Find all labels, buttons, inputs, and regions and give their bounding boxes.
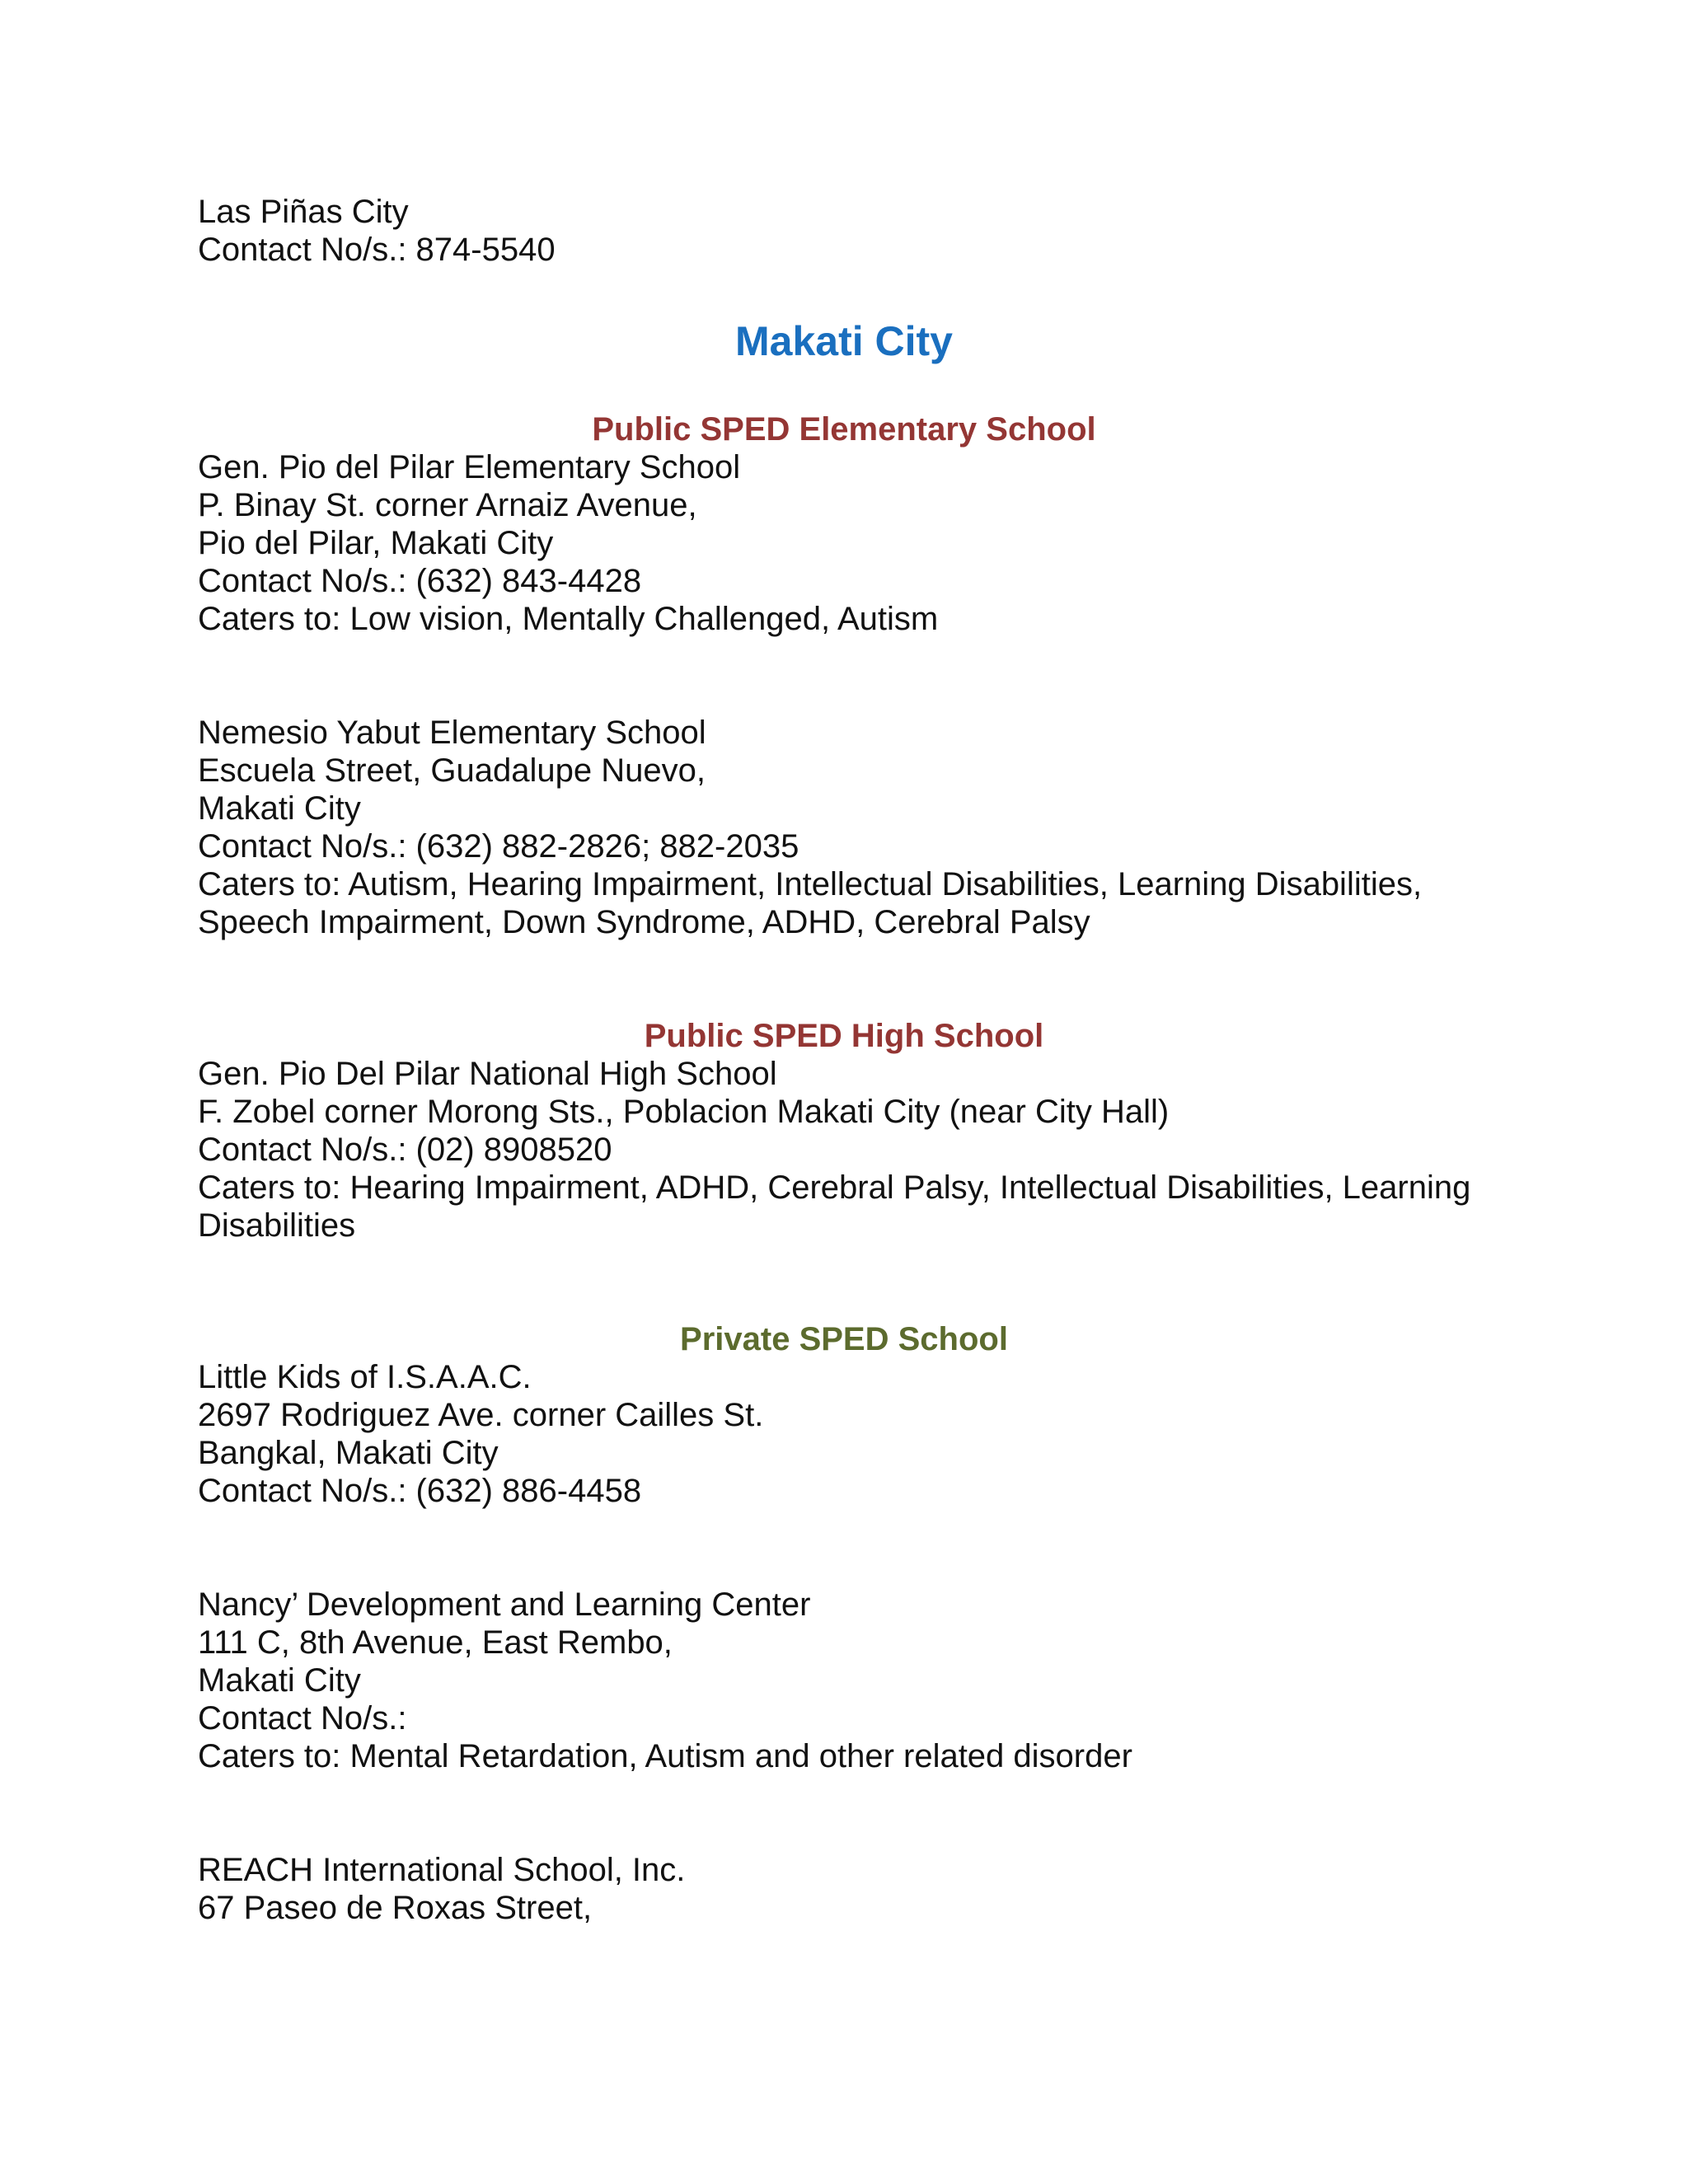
school-address-line: 2697 Rodriguez Ave. corner Cailles St.: [198, 1397, 764, 1433]
school-name: Little Kids of I.S.A.A.C.: [198, 1359, 532, 1395]
school-caters-to: Caters to: Low vision, Mentally Challenged, Autism: [198, 601, 939, 637]
private-school-heading: Private SPED School: [680, 1321, 1008, 1357]
school-contact: Contact No/s.: (632) 843-4428: [198, 563, 642, 599]
school-address-line: F. Zobel corner Morong Sts., Poblacion Makati City (near City Hall): [198, 1094, 1170, 1130]
school-contact: Contact No/s.: (632) 886-4458: [198, 1473, 642, 1509]
document-body: [198, 193, 1490, 1927]
school-caters-to: Caters to: Hearing Impairment, ADHD, Cerebral Palsy, Intellectual Disabilities, Learning Disabilities: [198, 1169, 1471, 1244]
school-entry-little-kids-of-isaac: [198, 1358, 1490, 1510]
school-contact: Contact No/s.: (02) 8908520: [198, 1132, 612, 1168]
school-entry-gen-pio-del-pilar-elementary: [198, 448, 1490, 638]
school-name: Gen. Pio del Pilar Elementary School: [198, 449, 741, 485]
school-name: Nemesio Yabut Elementary School: [198, 715, 706, 751]
city-title: Makati City: [735, 318, 953, 364]
school-entry-gen-pio-del-pilar-national-high: [198, 1055, 1490, 1244]
school-name: Gen. Pio Del Pilar National High School: [198, 1056, 777, 1092]
school-entry-nemesio-yabut-elementary: [198, 714, 1490, 941]
school-name: REACH International School, Inc.: [198, 1852, 686, 1888]
intro-block: [198, 193, 1490, 269]
intro-city: Las Piñas City: [198, 194, 409, 230]
school-address-line: Bangkal, Makati City: [198, 1435, 499, 1471]
school-entry-reach-international: [198, 1851, 1490, 1927]
school-address-line: Makati City: [198, 790, 361, 827]
public-elementary-heading: Public SPED Elementary School: [592, 411, 1096, 448]
school-address-line: 67 Paseo de Roxas Street,: [198, 1890, 593, 1926]
school-address-line: P. Binay St. corner Arnaiz Avenue,: [198, 487, 697, 523]
school-contact: Contact No/s.: (632) 882-2826; 882-2035: [198, 828, 799, 865]
school-caters-to: Caters to: Mental Retardation, Autism and other related disorder: [198, 1738, 1132, 1774]
school-caters-to: Caters to: Autism, Hearing Impairment, Intellectual Disabilities, Learning Disabilities, Speech Impairment, Down Syndrome, ADHD, Cerebral Palsy: [198, 866, 1423, 940]
school-address-line: Pio del Pilar, Makati City: [198, 525, 554, 561]
school-name: Nancy’ Development and Learning Center: [198, 1586, 811, 1623]
intro-contact: Contact No/s.: 874-5540: [198, 232, 556, 268]
school-address-line: 111 C, 8th Avenue, East Rembo,: [198, 1624, 673, 1661]
school-address-line: Makati City: [198, 1662, 361, 1699]
school-contact: Contact No/s.:: [198, 1700, 407, 1736]
school-entry-nancy-development-center: [198, 1586, 1490, 1775]
public-high-school-heading: Public SPED High School: [644, 1018, 1044, 1054]
school-address-line: Escuela Street, Guadalupe Nuevo,: [198, 752, 706, 789]
